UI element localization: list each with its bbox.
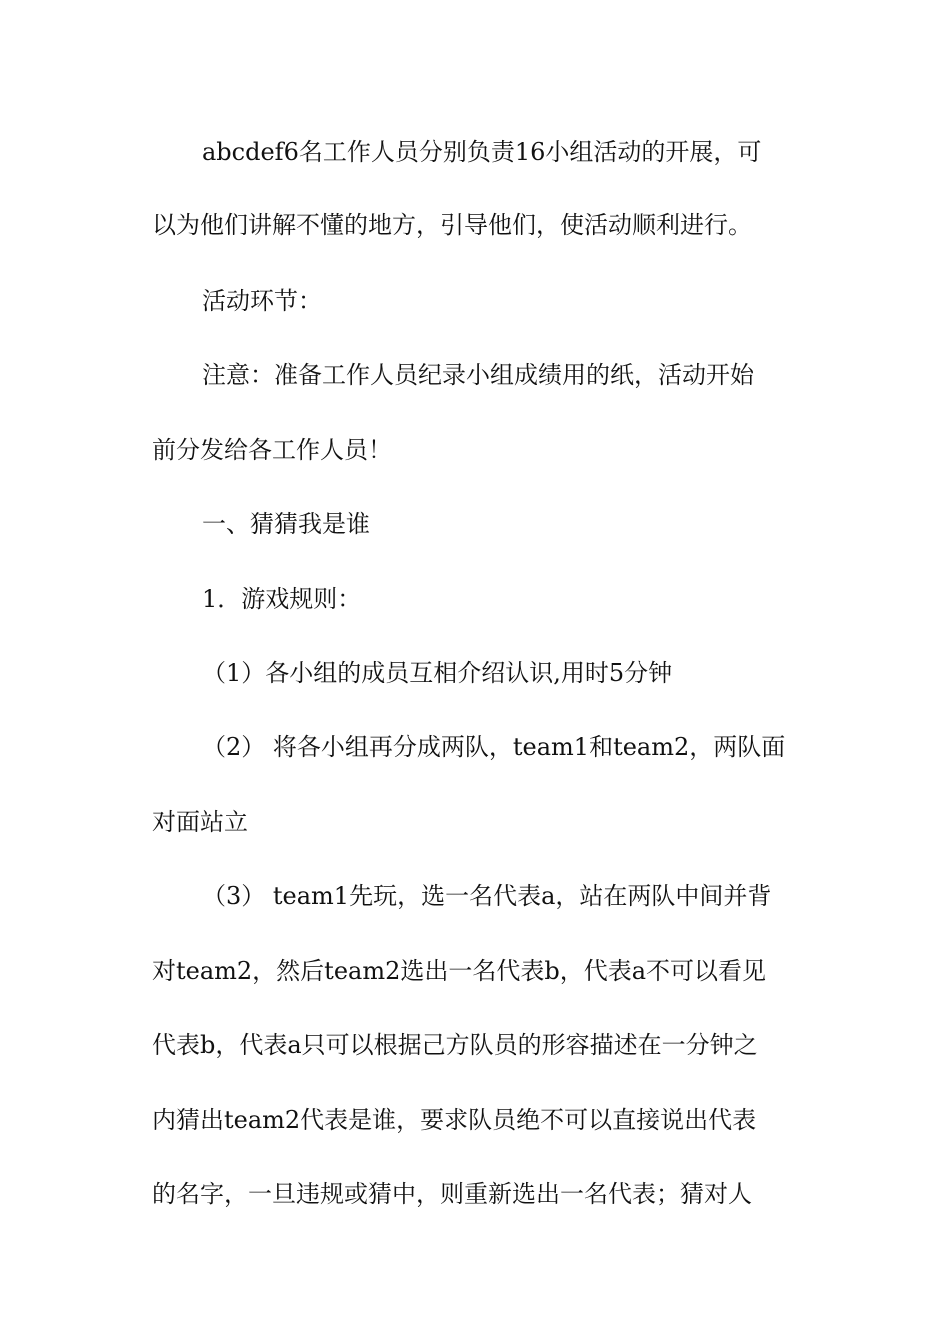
- rule-item-3-line-5: 的名字，一旦违规或猜中，则重新选出一名代表；猜对人: [152, 1180, 752, 1208]
- rule-item-3-line-4: 内猜出team2代表是谁，要求队员绝不可以直接说出代表: [152, 1106, 757, 1134]
- rule-item-3: （3） team1先玩，选一名代表a，站在两队中间并背: [202, 882, 772, 910]
- paragraph-line-3: 注意：准备工作人员纪录小组成绩用的纸，活动开始: [202, 361, 754, 389]
- paragraph-line-2: 以为他们讲解不懂的地方，引导他们，使活动顺利进行。: [152, 211, 752, 239]
- rule-item-2: （2） 将各小组再分成两队，team1和team2，两队面: [202, 733, 786, 761]
- section-heading-activity: 活动环节：: [202, 287, 322, 315]
- rule-item-2-continued: 对面站立: [152, 808, 248, 836]
- paragraph-line-4: 前分发给各工作人员！: [152, 436, 392, 464]
- rule-item-3-line-2: 对team2，然后team2选出一名代表b，代表a不可以看见: [152, 957, 767, 985]
- rule-item-1: （1）各小组的成员互相介绍认识,用时5分钟: [202, 659, 673, 687]
- paragraph-line-1: abcdef6名工作人员分别负责16小组活动的开展，可: [202, 138, 762, 166]
- section-heading-guess: 一、猜猜我是谁: [202, 510, 370, 538]
- rule-item-3-line-3: 代表b，代表a只可以根据己方队员的形容描述在一分钟之: [152, 1031, 758, 1059]
- subheading-rules: 1．游戏规则：: [202, 585, 362, 613]
